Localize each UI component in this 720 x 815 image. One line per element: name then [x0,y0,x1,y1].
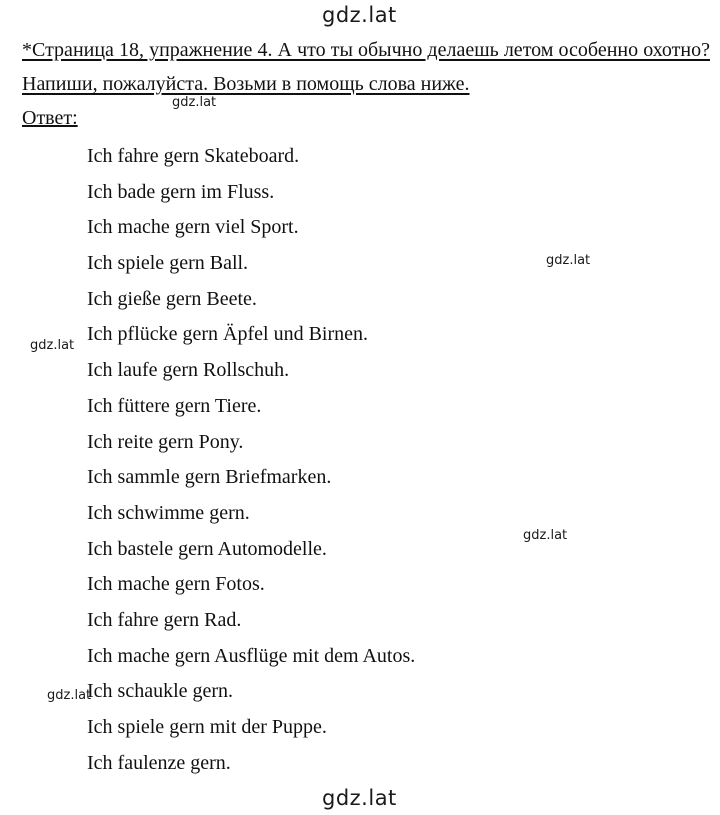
answer-line: Ich faulenze gern. [87,751,231,774]
answer-list [87,139,415,781]
answer-line: Ich pflücke gern Äpfel und Birnen. [87,323,369,346]
watermark: gdz.lat [47,688,92,703]
answer-line: Ich laufe gern Rollschuh. [87,359,290,382]
answer-line: Ich bastele gern Automodelle. [87,537,327,560]
watermark: gdz.lat [172,95,217,110]
answer-line: Ich reite gern Pony. [87,430,244,453]
answer-line: Ich fahre gern Skateboard. [87,145,300,167]
watermark: gdz.lat [546,253,591,268]
watermark-top: gdz.lat [322,3,397,27]
answer-label: Ответ: [22,107,78,129]
answer-line: Ich sammle gern Briefmarken. [87,466,332,489]
answer-line: Ich füttere gern Tiere. [87,394,262,417]
watermark: gdz.lat [523,528,568,543]
answer-line: Ich fahre gern Rad. [87,608,242,631]
answer-line: Ich mache gern Ausflüge mit dem Autos. [87,644,416,667]
task-text: *Страница 18, упражнение 4. А что ты обычно делаешь летом особенно охотно? Напиши, пожалуйста. Возьми в помощь слова ниже. [22,39,710,95]
watermark: gdz.lat [30,338,75,353]
answer-line: Ich gieße gern Beete. [87,287,257,310]
answer-line: Ich schaukle gern. [87,680,234,703]
answer-line: Ich bade gern im Fluss. [87,180,275,203]
answer-line: Ich spiele gern mit der Puppe. [87,716,327,738]
answer-line: Ich spiele gern Ball. [87,252,249,275]
answer-line: Ich schwimme gern. [87,501,250,524]
answer-line: Ich mache gern Fotos. [87,573,265,596]
watermark-bottom: gdz.lat [322,786,397,810]
answer-line: Ich mache gern viel Sport. [87,216,299,239]
